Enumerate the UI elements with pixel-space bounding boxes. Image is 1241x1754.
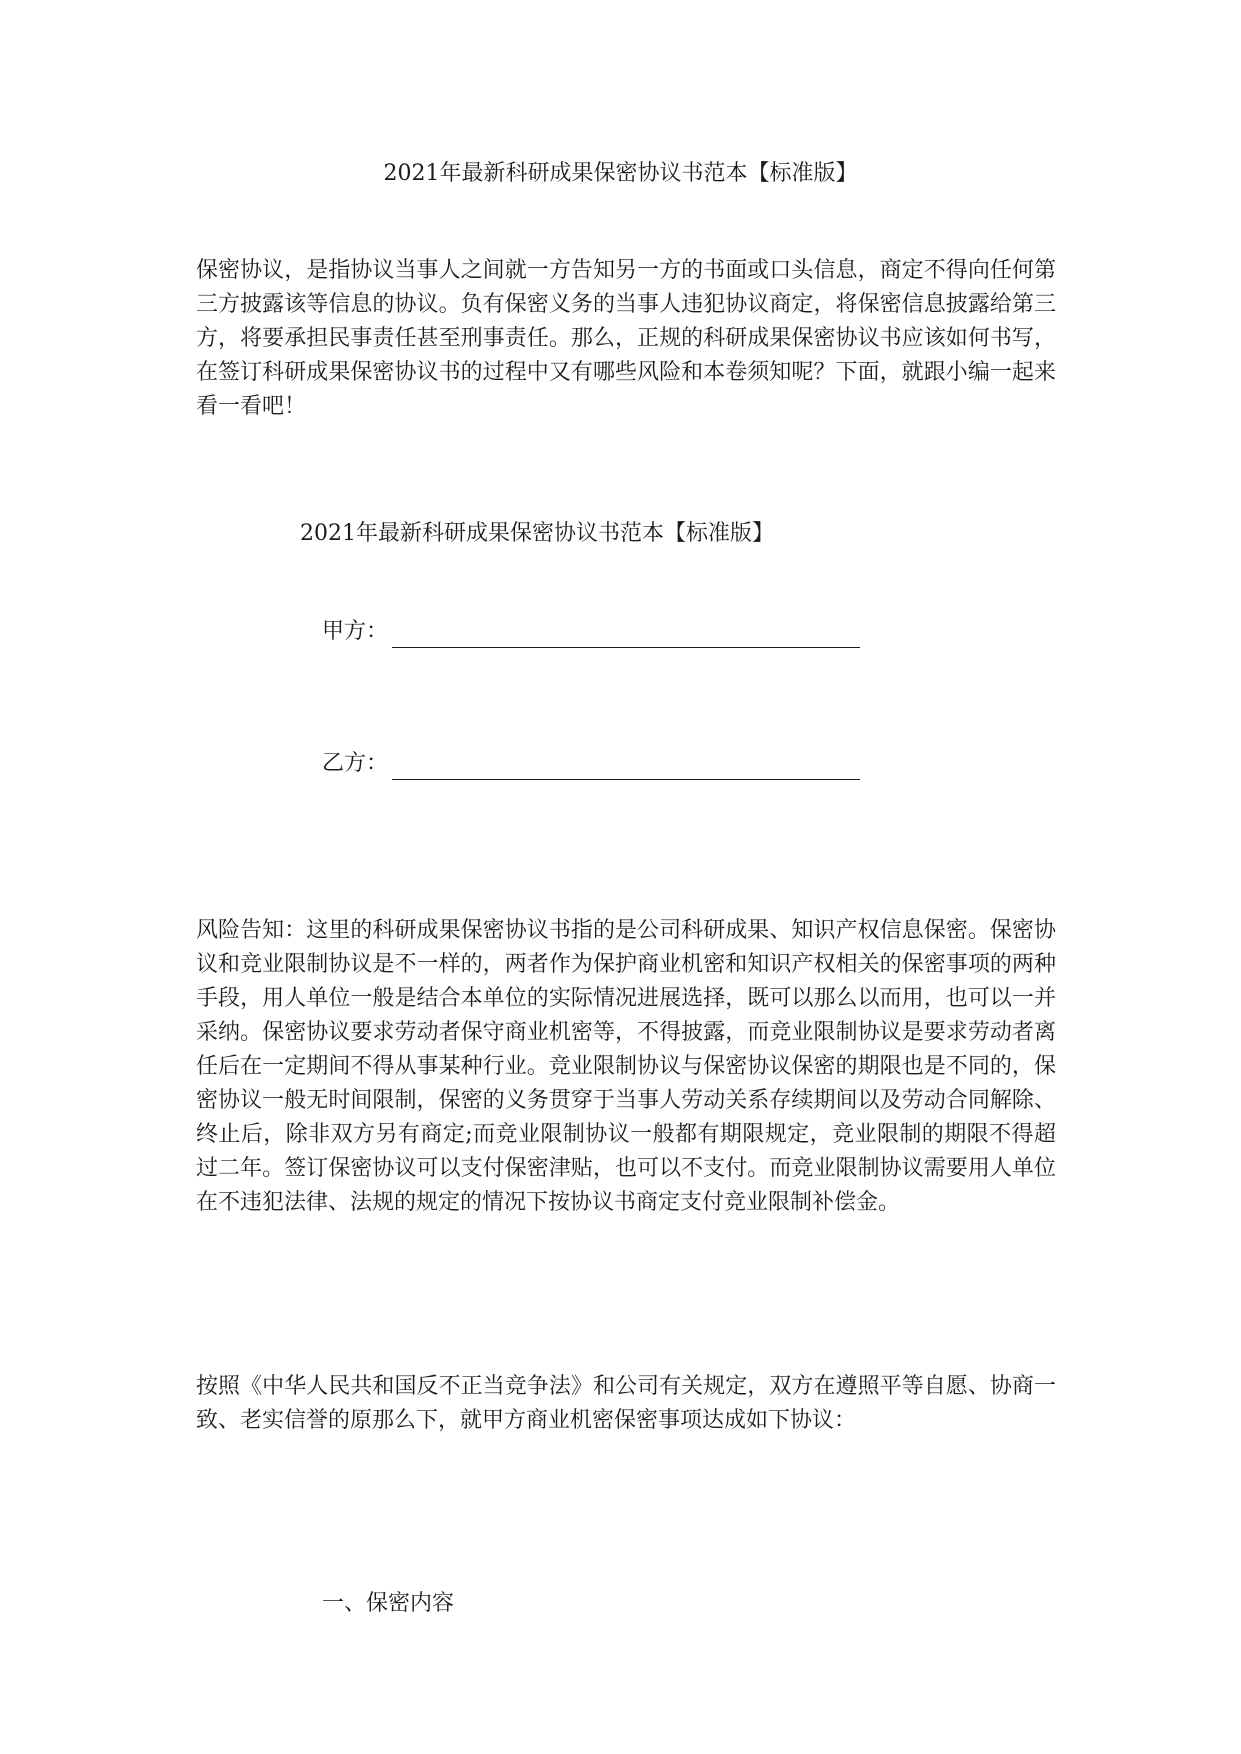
- risk-notice-paragraph: 风险告知：这里的科研成果保密协议书指的是公司科研成果、知识产权信息保密。保密协议和竞业限制协议是不一样的，两者作为保护商业机密和知识产权相关的保密事项的两种手段，用人单位一般是结合本单位的实际情况进展选择，既可以那么以而用，也可以一并采纳。保密协议要求劳动者保守商业机密等，不得披露，而竞业限制协议是要求劳动者离任后在一定期间不得从事某种行业。竞业限制协议与保密协议保密的期限也是不同的，保密协议一般无时间限制，保密的义务贯穿于当事人劳动关系存续期间以及劳动合同解除、终止后，除非双方另有商定;而竞业限制协议一般都有期限规定，竞业限制的期限不得超过二年。签订保密协议可以支付保密津贴，也可以不支付。而竞业限制协议需要用人单位在不违犯法律、法规的规定的情况下按协议书商定支付竞业限制补偿金。: [196, 918, 1056, 1215]
- party-a-blank: [392, 625, 860, 648]
- intro-paragraph: 保密协议，是指协议当事人之间就一方告知另一方的书面或口头信息，商定不得向任何第三方披露该等信息的协议。负有保密义务的当事人违犯协议商定，将保密信息披露给第三方，将要承担民事责任甚至刑事责任。那么，正规的科研成果保密协议书应该如何书写，在签订科研成果保密协议书的过程中又有哪些风险和本卷须知呢？下面，就跟小编一起来看一看吧！: [196, 258, 1056, 419]
- party-a-line: [322, 616, 860, 648]
- agreement-subtitle: 2021年最新科研成果保密协议书范本【标准版】: [300, 521, 774, 546]
- basis-paragraph: 按照《中华人民共和国反不正当竞争法》和公司有关规定，双方在遵照平等自愿、协商一致、老实信誉的原那么下，就甲方商业机密保密事项达成如下协议：: [196, 1374, 1056, 1433]
- party-b-line: [322, 748, 860, 780]
- party-b-label: 乙方：: [322, 751, 389, 776]
- party-b-blank: [392, 757, 860, 780]
- party-a-label: 甲方：: [322, 619, 389, 644]
- section-heading-confidential-content: 一、保密内容: [322, 1591, 455, 1616]
- document-title: 2021年最新科研成果保密协议书范本【标准版】: [383, 161, 858, 186]
